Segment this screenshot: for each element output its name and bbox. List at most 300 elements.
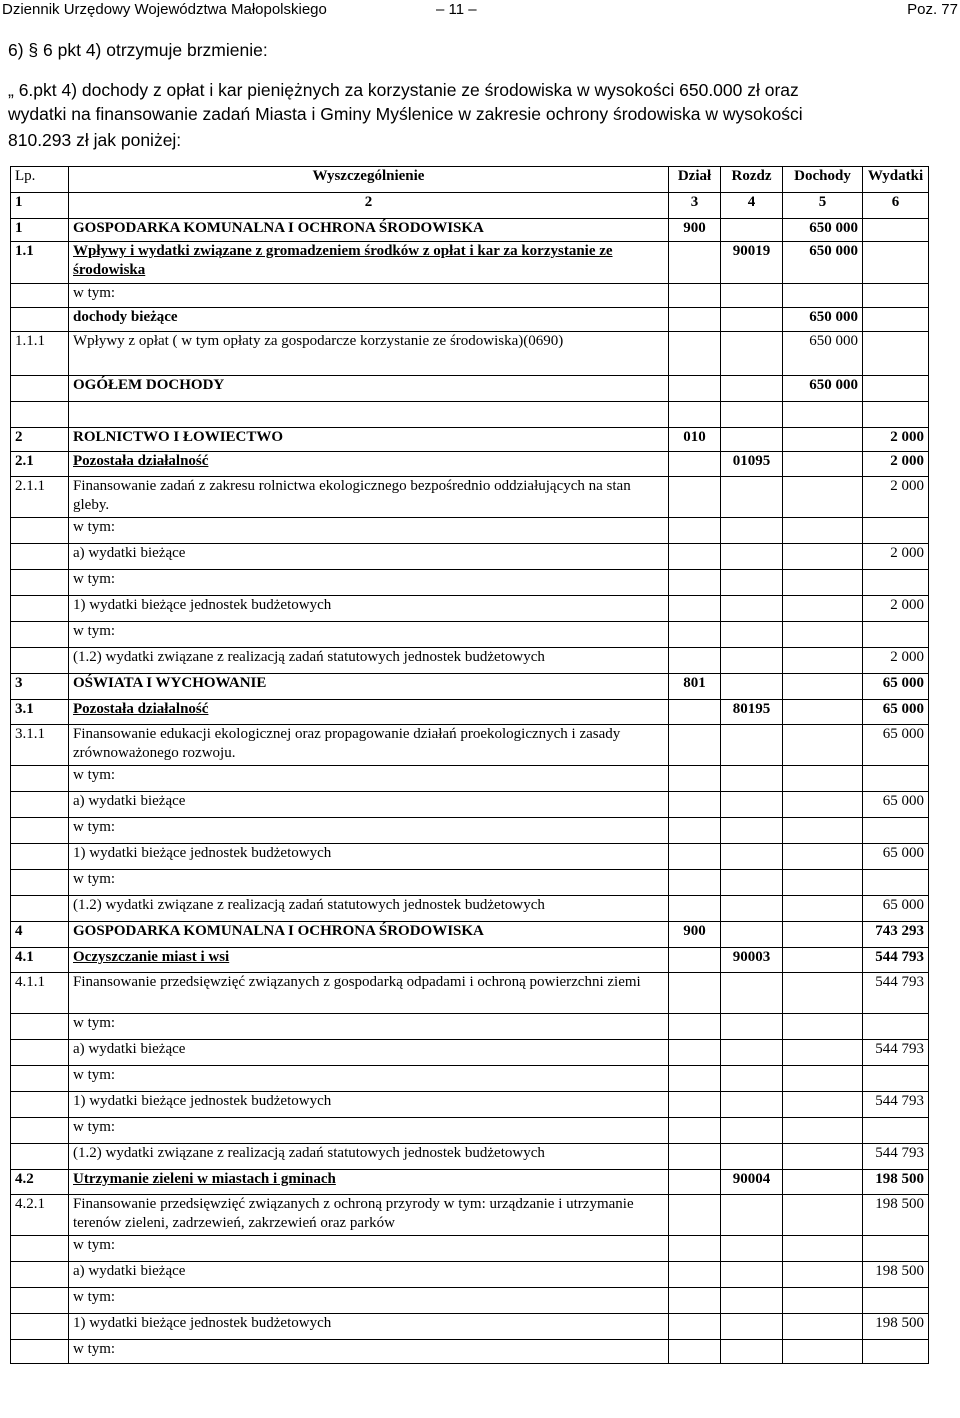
- row-dzial: 900: [669, 219, 721, 242]
- row-wydatki: 2 000: [863, 477, 929, 518]
- row-wydatki: 65 000: [863, 674, 929, 700]
- row-lp: [11, 544, 69, 570]
- row-dzial: [669, 402, 721, 428]
- row-dochody: [783, 518, 863, 544]
- row-description: (1.2) wydatki związane z realizacją zadań statutowych jednostek budżetowych: [69, 1144, 669, 1170]
- budget-table-body: [11, 167, 929, 1364]
- row-dzial: [669, 648, 721, 674]
- row-dochody: [783, 948, 863, 973]
- table-row: [11, 1014, 929, 1040]
- row-dzial: 010: [669, 428, 721, 452]
- row-dzial: [669, 1066, 721, 1092]
- row-dochody: 650 000: [783, 332, 863, 376]
- row-lp: 3.1: [11, 700, 69, 725]
- table-row: [11, 1092, 929, 1118]
- table-row: [11, 518, 929, 544]
- row-lp: [11, 1040, 69, 1066]
- row-dochody: [783, 870, 863, 896]
- table-row: [11, 402, 929, 428]
- row-dzial: [669, 1144, 721, 1170]
- row-lp: [11, 818, 69, 844]
- row-dochody: [783, 596, 863, 622]
- row-rozdz: [721, 477, 783, 518]
- row-dochody: [783, 1340, 863, 1364]
- row-lp: 2.1: [11, 452, 69, 477]
- table-row: [11, 1236, 929, 1262]
- number-cell: 3: [669, 193, 721, 219]
- row-lp: 4.2: [11, 1170, 69, 1195]
- row-lp: [11, 648, 69, 674]
- row-dochody: [783, 818, 863, 844]
- row-lp: [11, 596, 69, 622]
- row-dochody: [783, 477, 863, 518]
- row-wydatki: 65 000: [863, 844, 929, 870]
- row-dzial: [669, 1040, 721, 1066]
- row-dochody: [783, 700, 863, 725]
- row-wydatki: 743 293: [863, 922, 929, 948]
- row-rozdz: [721, 332, 783, 376]
- table-row: [11, 948, 929, 973]
- row-description: 1) wydatki bieżące jednostek budżetowych: [69, 844, 669, 870]
- row-dzial: [669, 1170, 721, 1195]
- row-description: w tym:: [69, 1066, 669, 1092]
- row-wydatki: 65 000: [863, 725, 929, 766]
- row-wydatki: 198 500: [863, 1195, 929, 1236]
- header-wydatki: Wydatki: [863, 167, 929, 193]
- table-row: [11, 308, 929, 332]
- row-rozdz: [721, 1118, 783, 1144]
- row-dochody: [783, 622, 863, 648]
- row-wydatki: [863, 1340, 929, 1364]
- row-dzial: [669, 518, 721, 544]
- table-row: [11, 477, 929, 518]
- intro-line-1: 6) § 6 pkt 4) otrzymuje brzmienie:: [8, 40, 268, 60]
- row-wydatki: [863, 1014, 929, 1040]
- row-lp: [11, 1262, 69, 1288]
- row-rozdz: [721, 973, 783, 1014]
- row-description: w tym:: [69, 518, 669, 544]
- row-rozdz: [721, 1236, 783, 1262]
- row-rozdz: [721, 308, 783, 332]
- row-description: w tym:: [69, 766, 669, 792]
- row-wydatki: [863, 219, 929, 242]
- number-cell: 4: [721, 193, 783, 219]
- table-row: [11, 428, 929, 452]
- row-rozdz: [721, 1092, 783, 1118]
- row-dzial: [669, 973, 721, 1014]
- row-lp: 4.1: [11, 948, 69, 973]
- table-number-row: [11, 193, 929, 219]
- table-row: [11, 1314, 929, 1340]
- row-rozdz: [721, 596, 783, 622]
- row-wydatki: [863, 870, 929, 896]
- row-lp: [11, 1066, 69, 1092]
- row-rozdz: [721, 1314, 783, 1340]
- row-rozdz: 90004: [721, 1170, 783, 1195]
- row-dochody: [783, 1262, 863, 1288]
- row-lp: [11, 792, 69, 818]
- row-dzial: [669, 1014, 721, 1040]
- row-lp: [11, 1144, 69, 1170]
- row-description: GOSPODARKA KOMUNALNA I OCHRONA ŚRODOWISKA: [69, 922, 669, 948]
- row-wydatki: 544 793: [863, 948, 929, 973]
- row-rozdz: [721, 428, 783, 452]
- row-dochody: [783, 1288, 863, 1314]
- table-row: [11, 242, 929, 284]
- row-dzial: [669, 452, 721, 477]
- row-rozdz: [721, 518, 783, 544]
- row-dzial: [669, 766, 721, 792]
- row-description: Pozostała działalność: [69, 700, 669, 725]
- row-dzial: 900: [669, 922, 721, 948]
- row-wydatki: 65 000: [863, 792, 929, 818]
- row-lp: [11, 308, 69, 332]
- row-dochody: [783, 1236, 863, 1262]
- table-row: [11, 1195, 929, 1236]
- row-lp: [11, 1236, 69, 1262]
- row-lp: [11, 1118, 69, 1144]
- position-number: Poz. 77: [907, 1, 958, 18]
- table-row: [11, 766, 929, 792]
- table-row: [11, 376, 929, 402]
- number-cell: 5: [783, 193, 863, 219]
- row-lp: [11, 766, 69, 792]
- table-row: [11, 818, 929, 844]
- row-dzial: [669, 308, 721, 332]
- table-row: [11, 725, 929, 766]
- row-rozdz: [721, 844, 783, 870]
- table-row: [11, 792, 929, 818]
- row-dzial: [669, 1288, 721, 1314]
- row-dochody: [783, 570, 863, 596]
- table-row: [11, 648, 929, 674]
- table-row: [11, 700, 929, 725]
- row-description: w tym:: [69, 284, 669, 308]
- row-rozdz: [721, 376, 783, 402]
- row-rozdz: [721, 725, 783, 766]
- table-row: [11, 219, 929, 242]
- table-header-row: [11, 167, 929, 193]
- row-lp: [11, 284, 69, 308]
- row-description: w tym:: [69, 1288, 669, 1314]
- table-row: [11, 452, 929, 477]
- row-wydatki: [863, 332, 929, 376]
- table-row: [11, 544, 929, 570]
- row-wydatki: [863, 570, 929, 596]
- row-rozdz: [721, 570, 783, 596]
- row-dochody: [783, 1092, 863, 1118]
- row-wydatki: [863, 284, 929, 308]
- row-wydatki: 2 000: [863, 596, 929, 622]
- row-dochody: [783, 896, 863, 922]
- row-dzial: [669, 896, 721, 922]
- table-row: [11, 922, 929, 948]
- row-lp: [11, 570, 69, 596]
- row-rozdz: [721, 1195, 783, 1236]
- row-lp: 4.1.1: [11, 973, 69, 1014]
- row-wydatki: [863, 1118, 929, 1144]
- row-description: Wpływy z opłat ( w tym opłaty za gospodarcze korzystanie ze środowiska)(0690): [69, 332, 669, 376]
- row-wydatki: [863, 818, 929, 844]
- row-description: a) wydatki bieżące: [69, 544, 669, 570]
- row-lp: 1: [11, 219, 69, 242]
- row-wydatki: [863, 1066, 929, 1092]
- row-description: Wpływy i wydatki związane z gromadzeniem środków z opłat i kar za korzystanie ze środowiska: [69, 242, 669, 284]
- table-row: [11, 1118, 929, 1144]
- header-dochody: Dochody: [783, 167, 863, 193]
- row-description: Finansowanie zadań z zakresu rolnictwa ekologicznego bezpośrednio oddziałujących na stan gleby.: [69, 477, 669, 518]
- row-rozdz: [721, 922, 783, 948]
- row-description: Utrzymanie zieleni w miastach i gminach: [69, 1170, 669, 1195]
- row-dzial: [669, 1092, 721, 1118]
- row-wydatki: 2 000: [863, 452, 929, 477]
- table-row: [11, 1340, 929, 1364]
- row-dzial: [669, 242, 721, 284]
- table-row: [11, 1288, 929, 1314]
- row-description: 1) wydatki bieżące jednostek budżetowych: [69, 1314, 669, 1340]
- table-row: [11, 870, 929, 896]
- row-description: Finansowanie przedsięwzięć związanych z gospodarką odpadami i ochroną powierzchni ziemi: [69, 973, 669, 1014]
- intro-line-3: wydatki na finansowanie zadań Miasta i Gminy Myślenice w zakresie ochrony środowiska w wysokości: [8, 104, 803, 124]
- row-lp: [11, 376, 69, 402]
- row-lp: [11, 1340, 69, 1364]
- row-dochody: 650 000: [783, 376, 863, 402]
- row-lp: [11, 1014, 69, 1040]
- row-dzial: [669, 1236, 721, 1262]
- row-lp: [11, 870, 69, 896]
- row-description: GOSPODARKA KOMUNALNA I OCHRONA ŚRODOWISKA: [69, 219, 669, 242]
- number-cell: 1: [11, 193, 69, 219]
- row-lp: [11, 1092, 69, 1118]
- row-description: w tym:: [69, 1340, 669, 1364]
- table-row: [11, 1040, 929, 1066]
- row-description: Finansowanie przedsięwzięć związanych z ochroną przyrody w tym: urządzanie i utrzymanie terenów zieleni, zadrzewień, zakrzewień oraz parków: [69, 1195, 669, 1236]
- row-dzial: [669, 622, 721, 648]
- row-dzial: [669, 544, 721, 570]
- row-lp: 1.1: [11, 242, 69, 284]
- row-dzial: [669, 948, 721, 973]
- row-rozdz: [721, 1262, 783, 1288]
- row-lp: [11, 896, 69, 922]
- table-row: [11, 332, 929, 376]
- row-lp: [11, 622, 69, 648]
- row-wydatki: 198 500: [863, 1170, 929, 1195]
- row-description: Oczyszczanie miast i wsi: [69, 948, 669, 973]
- header-rozdz: Rozdz: [721, 167, 783, 193]
- row-dochody: [783, 766, 863, 792]
- row-wydatki: 2 000: [863, 428, 929, 452]
- row-dzial: [669, 376, 721, 402]
- row-dzial: [669, 844, 721, 870]
- row-wydatki: 2 000: [863, 544, 929, 570]
- row-dochody: [783, 792, 863, 818]
- row-dochody: [783, 452, 863, 477]
- row-dochody: 650 000: [783, 242, 863, 284]
- row-dochody: [783, 1144, 863, 1170]
- row-wydatki: [863, 242, 929, 284]
- row-dzial: [669, 570, 721, 596]
- row-wydatki: [863, 518, 929, 544]
- table-row: [11, 570, 929, 596]
- table-row: [11, 896, 929, 922]
- row-description: w tym:: [69, 570, 669, 596]
- row-wydatki: [863, 376, 929, 402]
- row-dzial: [669, 700, 721, 725]
- row-lp: 2: [11, 428, 69, 452]
- row-dochody: [783, 1066, 863, 1092]
- row-dochody: [783, 725, 863, 766]
- journal-title: Dziennik Urzędowy Województwa Małopolskiego: [2, 1, 327, 18]
- row-lp: 1.1.1: [11, 332, 69, 376]
- row-dzial: [669, 792, 721, 818]
- row-dochody: [783, 844, 863, 870]
- row-rozdz: [721, 766, 783, 792]
- table-row: [11, 1144, 929, 1170]
- row-wydatki: 65 000: [863, 896, 929, 922]
- row-dochody: 650 000: [783, 308, 863, 332]
- row-dochody: [783, 1040, 863, 1066]
- row-rozdz: [721, 1340, 783, 1364]
- row-description: w tym:: [69, 818, 669, 844]
- row-wydatki: [863, 766, 929, 792]
- row-lp: 3.1.1: [11, 725, 69, 766]
- row-rozdz: [721, 544, 783, 570]
- row-dzial: [669, 284, 721, 308]
- row-rozdz: [721, 870, 783, 896]
- row-dzial: [669, 596, 721, 622]
- row-lp: [11, 844, 69, 870]
- row-description: w tym:: [69, 622, 669, 648]
- row-lp: 4.2.1: [11, 1195, 69, 1236]
- row-description: 1) wydatki bieżące jednostek budżetowych: [69, 1092, 669, 1118]
- row-dzial: [669, 725, 721, 766]
- number-cell: 6: [863, 193, 929, 219]
- row-lp: 4: [11, 922, 69, 948]
- number-cell: 2: [69, 193, 669, 219]
- table-row: [11, 622, 929, 648]
- intro-line-2: „ 6.pkt 4) dochody z opłat i kar pieniężnych za korzystanie ze środowiska w wysokości 650.000 zł oraz: [8, 80, 799, 100]
- header-description: Wyszczególnienie: [69, 167, 669, 193]
- intro-line-4: 810.293 zł jak poniżej:: [8, 130, 182, 150]
- page-header: [0, 0, 960, 22]
- row-wydatki: [863, 622, 929, 648]
- row-wydatki: [863, 402, 929, 428]
- row-wydatki: [863, 308, 929, 332]
- row-description: OGÓŁEM DOCHODY: [69, 376, 669, 402]
- row-lp: [11, 402, 69, 428]
- row-wydatki: 544 793: [863, 1144, 929, 1170]
- table-row: [11, 973, 929, 1014]
- row-description: Finansowanie edukacji ekologicznej oraz propagowanie działań proekologicznych i zasady zrównoważonego rozwoju.: [69, 725, 669, 766]
- row-rozdz: 80195: [721, 700, 783, 725]
- table-row: [11, 284, 929, 308]
- row-dochody: [783, 674, 863, 700]
- table-row: [11, 844, 929, 870]
- table-row: [11, 1066, 929, 1092]
- row-description: w tym:: [69, 870, 669, 896]
- header-lp: Lp.: [11, 167, 69, 193]
- row-wydatki: 544 793: [863, 973, 929, 1014]
- row-description: w tym:: [69, 1118, 669, 1144]
- row-rozdz: [721, 792, 783, 818]
- row-dochody: [783, 428, 863, 452]
- row-rozdz: [721, 648, 783, 674]
- row-rozdz: [721, 1040, 783, 1066]
- row-dochody: [783, 1170, 863, 1195]
- row-description: a) wydatki bieżące: [69, 1262, 669, 1288]
- row-dzial: [669, 1118, 721, 1144]
- row-wydatki: [863, 1288, 929, 1314]
- row-description: dochody bieżące: [69, 308, 669, 332]
- row-rozdz: [721, 284, 783, 308]
- row-dochody: [783, 922, 863, 948]
- table-row: [11, 674, 929, 700]
- row-lp: [11, 518, 69, 544]
- row-description: OŚWIATA I WYCHOWANIE: [69, 674, 669, 700]
- page-number: – 11 –: [436, 1, 477, 18]
- row-description: [69, 402, 669, 428]
- row-wydatki: 544 793: [863, 1092, 929, 1118]
- row-dochody: [783, 284, 863, 308]
- row-rozdz: [721, 219, 783, 242]
- row-description: w tym:: [69, 1236, 669, 1262]
- row-wydatki: [863, 1236, 929, 1262]
- row-lp: [11, 1288, 69, 1314]
- row-description: (1.2) wydatki związane z realizacją zadań statutowych jednostek budżetowych: [69, 648, 669, 674]
- row-description: a) wydatki bieżące: [69, 1040, 669, 1066]
- row-dochody: [783, 1014, 863, 1040]
- row-dzial: [669, 332, 721, 376]
- row-lp: 3: [11, 674, 69, 700]
- row-dzial: 801: [669, 674, 721, 700]
- row-dochody: [783, 402, 863, 428]
- row-description: w tym:: [69, 1014, 669, 1040]
- row-rozdz: [721, 402, 783, 428]
- row-description: ROLNICTWO I ŁOWIECTWO: [69, 428, 669, 452]
- header-dzial: Dział: [669, 167, 721, 193]
- row-dochody: 650 000: [783, 219, 863, 242]
- row-wydatki: 2 000: [863, 648, 929, 674]
- row-rozdz: 90019: [721, 242, 783, 284]
- row-wydatki: 198 500: [863, 1262, 929, 1288]
- row-description: (1.2) wydatki związane z realizacją zadań statutowych jednostek budżetowych: [69, 896, 669, 922]
- row-rozdz: [721, 1014, 783, 1040]
- row-lp: [11, 1314, 69, 1340]
- row-rozdz: 90003: [721, 948, 783, 973]
- row-dochody: [783, 648, 863, 674]
- row-rozdz: [721, 622, 783, 648]
- row-rozdz: [721, 1288, 783, 1314]
- row-dochody: [783, 1314, 863, 1340]
- row-dzial: [669, 1314, 721, 1340]
- row-description: a) wydatki bieżące: [69, 792, 669, 818]
- row-dochody: [783, 1195, 863, 1236]
- row-rozdz: [721, 674, 783, 700]
- row-dzial: [669, 1195, 721, 1236]
- row-lp: 2.1.1: [11, 477, 69, 518]
- row-rozdz: [721, 1144, 783, 1170]
- row-dzial: [669, 1340, 721, 1364]
- row-dzial: [669, 870, 721, 896]
- row-rozdz: [721, 1066, 783, 1092]
- row-dochody: [783, 973, 863, 1014]
- row-rozdz: 01095: [721, 452, 783, 477]
- row-rozdz: [721, 818, 783, 844]
- table-row: [11, 1262, 929, 1288]
- row-wydatki: 198 500: [863, 1314, 929, 1340]
- row-wydatki: 65 000: [863, 700, 929, 725]
- row-description: 1) wydatki bieżące jednostek budżetowych: [69, 596, 669, 622]
